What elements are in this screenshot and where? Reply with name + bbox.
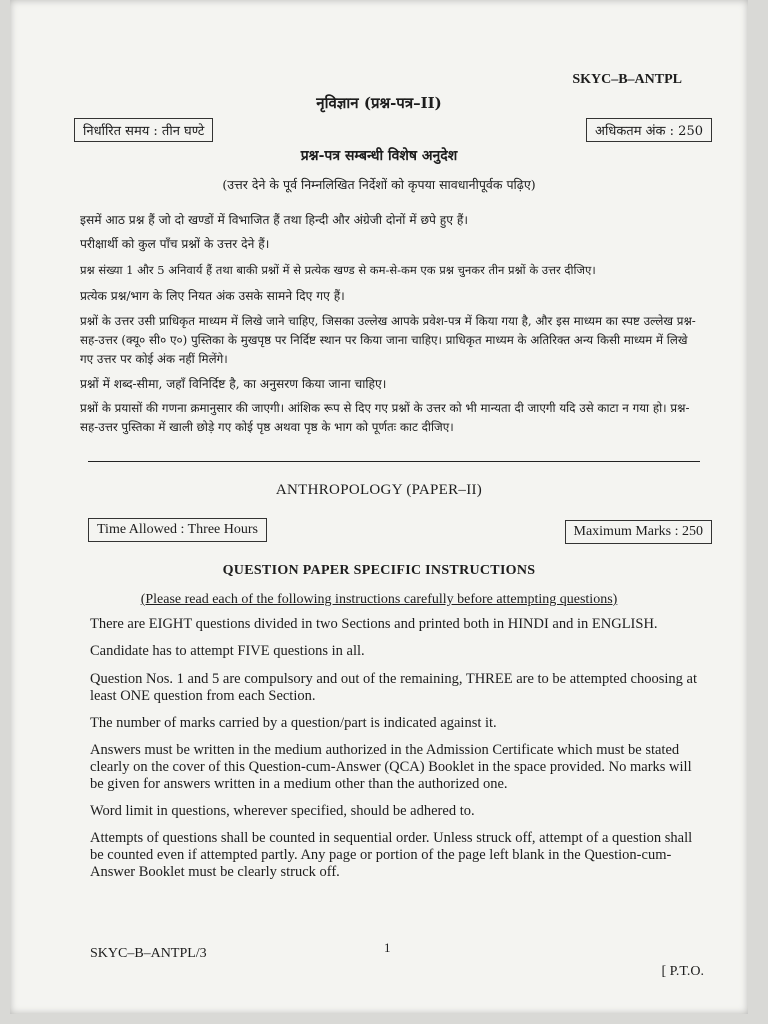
exam-page <box>10 0 748 1014</box>
hindi-subheading: (उत्तर देने के पूर्व निम्नलिखित निर्देशों को कृपया सावधानीपूर्वक पढ़िए) <box>222 177 536 192</box>
paper-code: SKYC–B–ANTPL <box>572 72 682 87</box>
hindi-instruction-5: प्रश्नों के उत्तर उसी प्राधिकृत माध्यम में लिखे जाने चाहिए, जिसका उल्लेख आपके प्रवेश-पत्र में किया गया है, और इस माध्यम का स्पष्ट उल्लेख प्रश्न-सह-उत्तर (क्यू० सी० ए०) पुस्तिका के मुखपृष्ठ पर निर्दिष्ट स्थान पर किया जाना चाहिए। प्राधिकृत माध्यम के अतिरिक्त अन्य किसी माध्यम में लिखे गए उत्तर पर कोई अंक नहीं मिलेंगे। <box>80 314 696 366</box>
english-instructions <box>90 616 702 881</box>
hindi-time-allowed: निर्धारित समय : तीन घण्टे <box>83 124 205 139</box>
english-instruction-7: Attempts of questions shall be counted in sequential order. Unless struck off, attempt of a question shall be counted even if attempted partly. Any page or portion of the page left blank in the Question-cum-Answer Booklet must be clearly struck off. <box>90 830 693 880</box>
footer-code: SKYC–B–ANTPL/3 <box>90 946 207 961</box>
english-instruction-5: Answers must be written in the medium authorized in the Admission Certificate which must be stated clearly on the cover of this Question-cum-Answer (QCA) Booklet in the space provided. No marks will be given for answers written in a medium other than the authorized one. <box>90 742 692 792</box>
page-number: 1 <box>384 940 391 955</box>
english-instruction-6: Word limit in questions, wherever specified, should be adhered to. <box>90 803 475 819</box>
english-instruction-2: Candidate has to attempt FIVE questions in all. <box>90 643 365 659</box>
hindi-instruction-7: प्रश्नों के प्रयासों की गणना क्रमानुसार की जाएगी। आंशिक रूप से दिए गए प्रश्नों के उत्तर को भी मान्यता दी जाएगी यदि उसे काटा न गया हो। प्रश्न-सह-उत्तर पुस्तिका में खाली छोड़े गए कोई पृष्ठ अथवा पृष्ठ के भाग को पूर्णतः काट दीजिए। <box>80 401 690 434</box>
hindi-max-marks: अधिकतम अंक : 250 <box>595 124 703 139</box>
pto-label: [ P.T.O. <box>661 964 704 979</box>
hindi-time-allowed-box <box>74 118 213 142</box>
hindi-instruction-6: प्रश्नों में शब्द-सीमा, जहाँ विनिर्दिष्ट है, का अनुसरण किया जाना चाहिए। <box>80 377 387 391</box>
hindi-instructions <box>80 210 702 437</box>
section-divider <box>88 461 700 462</box>
english-subheading: (Please read each of the following instructions carefully before attempting questions) <box>140 592 618 607</box>
hindi-instruction-3: प्रश्न संख्या 1 और 5 अनिवार्य हैं तथा बाकी प्रश्नों में से प्रत्येक खण्ड से कम-से-कम एक प्रश्न चुनकर तीन प्रश्नों के उत्तर दीजिए। <box>80 263 596 277</box>
english-heading: QUESTION PAPER SPECIFIC INSTRUCTIONS <box>222 563 536 578</box>
hindi-instruction-1: इसमें आठ प्रश्न हैं जो दो खण्डों में विभाजित हैं तथा हिन्दी और अंग्रेजी दोनों में छपे हुए हैं। <box>80 213 468 227</box>
hindi-heading: प्रश्न-पत्र सम्बन्धी विशेष अनुदेश <box>300 148 458 164</box>
hindi-max-marks-box <box>586 118 712 142</box>
english-max-marks: Maximum Marks : 250 <box>573 524 703 539</box>
english-instruction-4: The number of marks carried by a question/part is indicated against it. <box>90 715 497 731</box>
hindi-title: नृविज्ञान (प्रश्न-पत्र–II) <box>316 94 442 112</box>
hindi-instruction-2: परीक्षार्थी को कुल पाँच प्रश्नों के उत्तर देने हैं। <box>80 237 270 251</box>
hindi-instruction-4: प्रत्येक प्रश्न/भाग के लिए नियत अंक उसके सामने दिए गए हैं। <box>80 289 345 303</box>
english-time-allowed-box <box>88 518 267 542</box>
english-instruction-3: Question Nos. 1 and 5 are compulsory and out of the remaining, THREE are to be attempted choosing at least ONE question from each Section. <box>90 671 697 704</box>
english-time-allowed: Time Allowed : Three Hours <box>97 522 258 537</box>
english-max-marks-box <box>565 520 713 544</box>
english-instruction-1: There are EIGHT questions divided in two Sections and printed both in HINDI and in ENGLISH. <box>90 616 658 632</box>
english-title: ANTHROPOLOGY (PAPER–II) <box>275 482 483 498</box>
